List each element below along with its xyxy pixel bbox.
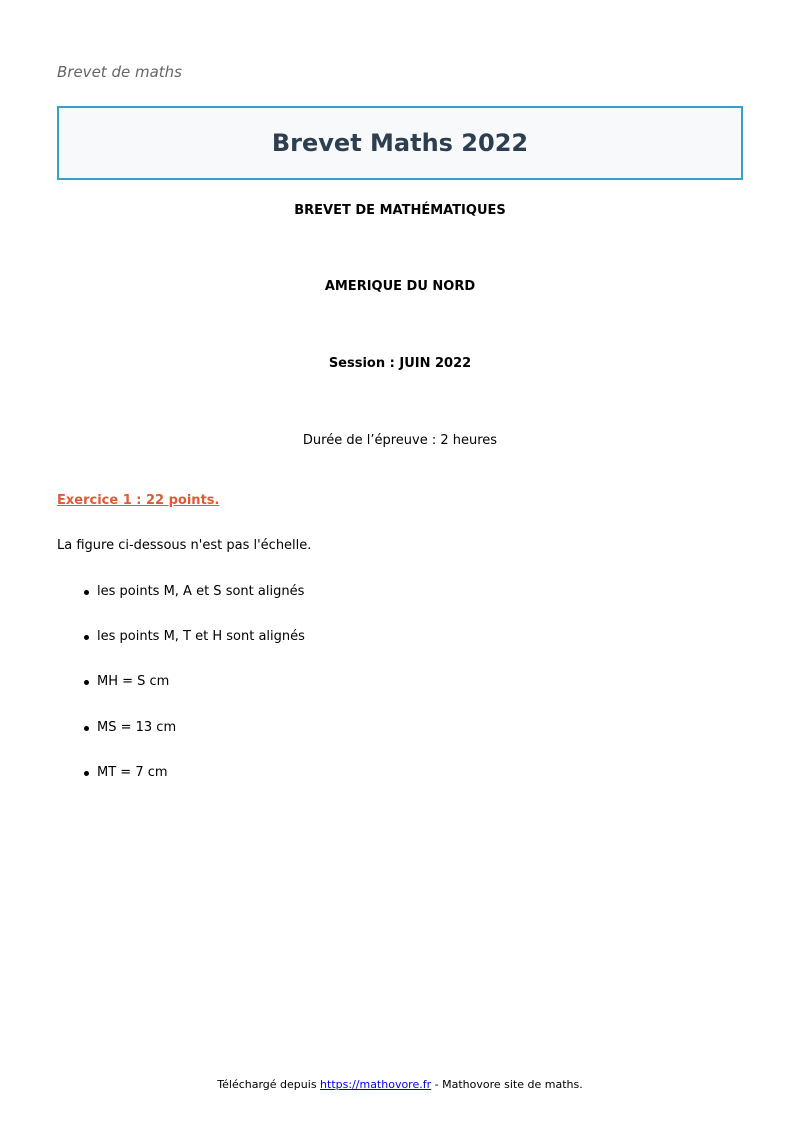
exercise-bullet-list xyxy=(57,583,305,809)
footer-link[interactable]: https://mathovore.fr xyxy=(320,1078,432,1091)
exam-region: AMERIQUE DU NORD xyxy=(324,279,476,294)
list-item xyxy=(57,628,305,673)
bullet-icon xyxy=(84,680,89,685)
document-header-label: Brevet de maths xyxy=(57,63,182,81)
list-item-text: MH = S cm xyxy=(97,674,170,690)
list-item xyxy=(57,719,305,764)
bullet-icon xyxy=(84,726,89,731)
list-item-text: les points M, T et H sont alignés xyxy=(97,629,305,645)
list-item xyxy=(57,764,305,809)
list-item-text: MT = 7 cm xyxy=(97,764,168,780)
footer-suffix: - Mathovore site de maths. xyxy=(431,1078,583,1091)
bullet-icon xyxy=(84,590,89,595)
bullet-icon xyxy=(84,635,89,640)
footer-prefix: Téléchargé depuis xyxy=(217,1078,321,1091)
title-box xyxy=(57,106,743,180)
list-item-text: MS = 13 cm xyxy=(97,719,177,735)
exam-subject: BREVET DE MATHÉMATIQUES xyxy=(294,203,506,218)
exam-duration: Durée de l’épreuve : 2 heures xyxy=(302,433,498,448)
exercise-heading: Exercice 1 : 22 points. xyxy=(57,493,220,508)
list-item-text: les points M, A et S sont alignés xyxy=(97,584,305,599)
list-item xyxy=(57,583,305,628)
bullet-icon xyxy=(84,771,89,776)
page-title: Brevet Maths 2022 xyxy=(271,129,529,157)
exercise-intro: La figure ci-dessous n'est pas l'échelle. xyxy=(57,538,312,553)
list-item xyxy=(57,673,305,718)
exam-session: Session : JUIN 2022 xyxy=(328,356,472,371)
page-footer xyxy=(0,1078,800,1091)
